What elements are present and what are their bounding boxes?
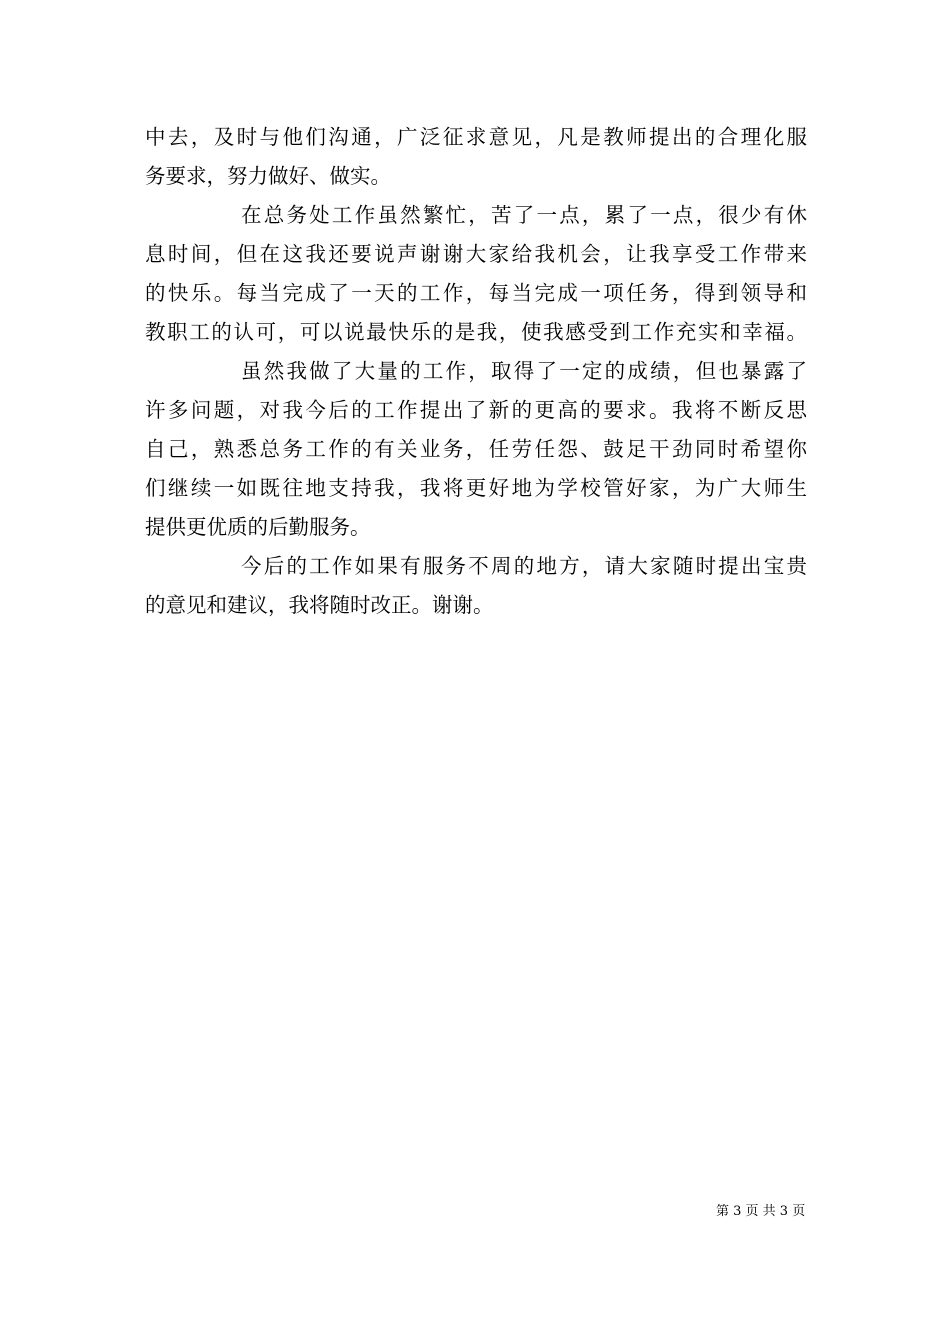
document-body xyxy=(145,118,807,625)
paragraph-2-line-2: 息时间，但在这我还要说声谢谢大家给我机会，让我享受工作带来 xyxy=(145,242,807,266)
paragraph-3-line-4: 们继续一如既往地支持我，我将更好地为学校管好家，为广大师生 xyxy=(145,476,807,500)
paragraph-3-line-5: 提供更优质的后勤服务。 xyxy=(145,515,371,539)
paragraph-2-line-1: 在总务处工作虽然繁忙，苦了一点，累了一点，很少有休 xyxy=(241,203,807,227)
paragraph-3-line-3: 自己，熟悉总务工作的有关业务，任劳任怨、鼓足干劲同时希望你 xyxy=(145,437,807,461)
paragraph-4-line-1: 今后的工作如果有服务不周的地方，请大家随时提出宝贵 xyxy=(241,554,807,578)
paragraph-3-line-1: 虽然我做了大量的工作，取得了一定的成绩，但也暴露了 xyxy=(241,359,807,383)
paragraph-4-line-2: 的意见和建议，我将随时改正。谢谢。 xyxy=(145,593,494,617)
paragraph-1-line-2: 务要求，努力做好、做实。 xyxy=(145,164,391,188)
paragraph-2-line-4: 教职工的认可，可以说最快乐的是我，使我感受到工作充实和幸福。 xyxy=(145,320,807,344)
page-number-footer: 第 3 页 共 3 页 xyxy=(716,1204,806,1219)
paragraph-2-line-3: 的快乐。每当完成了一天的工作，每当完成一项任务，得到领导和 xyxy=(145,281,807,305)
paragraph-1-line-1: 中去，及时与他们沟通，广泛征求意见，凡是教师提出的合理化服 xyxy=(145,125,807,149)
paragraph-3-line-2: 许多问题，对我今后的工作提出了新的更高的要求。我将不断反思 xyxy=(145,398,807,422)
